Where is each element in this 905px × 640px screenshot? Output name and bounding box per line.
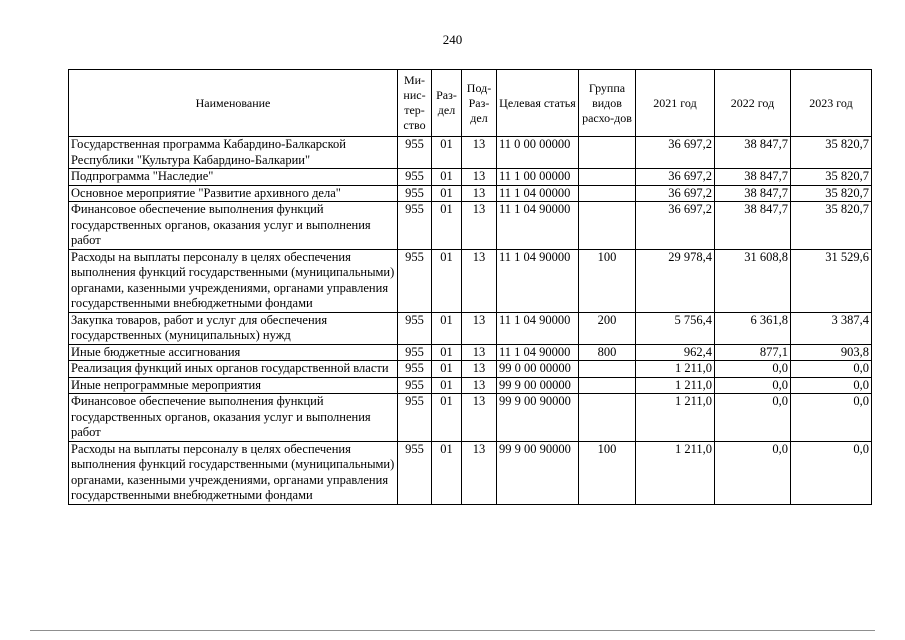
expense-group-cell: 800 bbox=[579, 344, 636, 361]
name-cell: Финансовое обеспечение выполнения функций государственных органов, оказания услуг и выполнения работ bbox=[69, 202, 398, 250]
expense-group-cell: 100 bbox=[579, 441, 636, 504]
amount-2021-cell: 29 978,4 bbox=[636, 249, 715, 312]
name-cell: Государственная программа Кабардино-Балкарской Республики "Культура Кабардино-Балкарии" bbox=[69, 137, 398, 169]
amount-2022-cell: 877,1 bbox=[715, 344, 791, 361]
amount-2022-cell: 6 361,8 bbox=[715, 312, 791, 344]
amount-2021-cell: 962,4 bbox=[636, 344, 715, 361]
amount-2021-cell: 36 697,2 bbox=[636, 137, 715, 169]
target-article-cell: 11 1 00 00000 bbox=[497, 169, 579, 186]
ministry-cell: 955 bbox=[398, 394, 432, 442]
section-cell: 01 bbox=[432, 394, 462, 442]
target-article-cell: 11 1 04 90000 bbox=[497, 344, 579, 361]
amount-2021-cell: 36 697,2 bbox=[636, 202, 715, 250]
subsection-cell: 13 bbox=[462, 361, 497, 378]
amount-2023-cell: 3 387,4 bbox=[791, 312, 872, 344]
ministry-cell: 955 bbox=[398, 169, 432, 186]
amount-2022-cell: 38 847,7 bbox=[715, 137, 791, 169]
amount-2023-cell: 35 820,7 bbox=[791, 169, 872, 186]
target-article-cell: 99 0 00 00000 bbox=[497, 361, 579, 378]
amount-2023-cell: 0,0 bbox=[791, 361, 872, 378]
name-cell: Финансовое обеспечение выполнения функций государственных органов, оказания услуг и выполнения работ bbox=[69, 394, 398, 442]
budget-table bbox=[68, 69, 872, 505]
target-article-cell: 99 9 00 90000 bbox=[497, 441, 579, 504]
name-cell: Основное мероприятие "Развитие архивного дела" bbox=[69, 185, 398, 202]
subsection-cell: 13 bbox=[462, 377, 497, 394]
section-cell: 01 bbox=[432, 361, 462, 378]
name-cell: Расходы на выплаты персоналу в целях обеспечения выполнения функций государственными (муниципальными) органами, казенными учреждениями, органами управления государственными внебюджетными фондами bbox=[69, 441, 398, 504]
ministry-cell: 955 bbox=[398, 361, 432, 378]
subsection-cell: 13 bbox=[462, 137, 497, 169]
target-article-cell: 11 1 04 90000 bbox=[497, 249, 579, 312]
target-article-cell: 11 1 04 90000 bbox=[497, 202, 579, 250]
ministry-cell: 955 bbox=[398, 185, 432, 202]
section-cell: 01 bbox=[432, 202, 462, 250]
table-row bbox=[69, 249, 872, 312]
expense-group-cell bbox=[579, 137, 636, 169]
table-row bbox=[69, 394, 872, 442]
ministry-cell: 955 bbox=[398, 312, 432, 344]
header-name: Наименование bbox=[69, 70, 398, 137]
amount-2021-cell: 1 211,0 bbox=[636, 361, 715, 378]
table-row bbox=[69, 202, 872, 250]
amount-2023-cell: 0,0 bbox=[791, 441, 872, 504]
table-row bbox=[69, 441, 872, 504]
subsection-cell: 13 bbox=[462, 394, 497, 442]
ministry-cell: 955 bbox=[398, 137, 432, 169]
table-row bbox=[69, 185, 872, 202]
amount-2021-cell: 1 211,0 bbox=[636, 441, 715, 504]
subsection-cell: 13 bbox=[462, 344, 497, 361]
amount-2023-cell: 35 820,7 bbox=[791, 202, 872, 250]
amount-2021-cell: 1 211,0 bbox=[636, 377, 715, 394]
subsection-cell: 13 bbox=[462, 312, 497, 344]
expense-group-cell bbox=[579, 361, 636, 378]
amount-2023-cell: 31 529,6 bbox=[791, 249, 872, 312]
amount-2021-cell: 36 697,2 bbox=[636, 185, 715, 202]
section-cell: 01 bbox=[432, 377, 462, 394]
header-subsection: Под-Раз-дел bbox=[462, 70, 497, 137]
amount-2023-cell: 0,0 bbox=[791, 377, 872, 394]
header-year-2023: 2023 год bbox=[791, 70, 872, 137]
ministry-cell: 955 bbox=[398, 202, 432, 250]
amount-2023-cell: 0,0 bbox=[791, 394, 872, 442]
target-article-cell: 99 9 00 90000 bbox=[497, 394, 579, 442]
table-row bbox=[69, 169, 872, 186]
table-row bbox=[69, 377, 872, 394]
header-expense-group: Группа видов расхо-дов bbox=[579, 70, 636, 137]
expense-group-cell bbox=[579, 377, 636, 394]
section-cell: 01 bbox=[432, 137, 462, 169]
table-row bbox=[69, 137, 872, 169]
header-row bbox=[69, 70, 872, 137]
page-number: 240 bbox=[442, 32, 463, 47]
table-row bbox=[69, 361, 872, 378]
expense-group-cell: 100 bbox=[579, 249, 636, 312]
amount-2021-cell: 36 697,2 bbox=[636, 169, 715, 186]
header-ministry: Ми-нис-тер-ство bbox=[398, 70, 432, 137]
subsection-cell: 13 bbox=[462, 202, 497, 250]
name-cell: Иные бюджетные ассигнования bbox=[69, 344, 398, 361]
amount-2022-cell: 38 847,7 bbox=[715, 185, 791, 202]
target-article-cell: 11 0 00 00000 bbox=[497, 137, 579, 169]
table-row bbox=[69, 344, 872, 361]
name-cell: Реализация функций иных органов государственной власти bbox=[69, 361, 398, 378]
subsection-cell: 13 bbox=[462, 185, 497, 202]
ministry-cell: 955 bbox=[398, 377, 432, 394]
amount-2022-cell: 38 847,7 bbox=[715, 169, 791, 186]
subsection-cell: 13 bbox=[462, 169, 497, 186]
table-row bbox=[69, 312, 872, 344]
amount-2022-cell: 0,0 bbox=[715, 361, 791, 378]
amount-2022-cell: 0,0 bbox=[715, 377, 791, 394]
amount-2023-cell: 35 820,7 bbox=[791, 137, 872, 169]
subsection-cell: 13 bbox=[462, 249, 497, 312]
expense-group-cell bbox=[579, 202, 636, 250]
expense-group-cell bbox=[579, 185, 636, 202]
section-cell: 01 bbox=[432, 169, 462, 186]
target-article-cell: 11 1 04 90000 bbox=[497, 312, 579, 344]
ministry-cell: 955 bbox=[398, 344, 432, 361]
expense-group-cell: 200 bbox=[579, 312, 636, 344]
target-article-cell: 11 1 04 00000 bbox=[497, 185, 579, 202]
amount-2021-cell: 1 211,0 bbox=[636, 394, 715, 442]
ministry-cell: 955 bbox=[398, 441, 432, 504]
amount-2022-cell: 38 847,7 bbox=[715, 202, 791, 250]
expense-group-cell bbox=[579, 394, 636, 442]
section-cell: 01 bbox=[432, 344, 462, 361]
expense-group-cell bbox=[579, 169, 636, 186]
target-article-cell: 99 9 00 00000 bbox=[497, 377, 579, 394]
subsection-cell: 13 bbox=[462, 441, 497, 504]
amount-2023-cell: 35 820,7 bbox=[791, 185, 872, 202]
section-cell: 01 bbox=[432, 185, 462, 202]
amount-2022-cell: 31 608,8 bbox=[715, 249, 791, 312]
header-year-2021: 2021 год bbox=[636, 70, 715, 137]
header-section: Раз-дел bbox=[432, 70, 462, 137]
amount-2022-cell: 0,0 bbox=[715, 441, 791, 504]
amount-2021-cell: 5 756,4 bbox=[636, 312, 715, 344]
amount-2022-cell: 0,0 bbox=[715, 394, 791, 442]
name-cell: Подпрограмма "Наследие" bbox=[69, 169, 398, 186]
section-cell: 01 bbox=[432, 312, 462, 344]
section-cell: 01 bbox=[432, 249, 462, 312]
amount-2023-cell: 903,8 bbox=[791, 344, 872, 361]
header-target-article: Целевая статья bbox=[497, 70, 579, 137]
ministry-cell: 955 bbox=[398, 249, 432, 312]
name-cell: Закупка товаров, работ и услуг для обеспечения государственных (муниципальных) нужд bbox=[69, 312, 398, 344]
name-cell: Расходы на выплаты персоналу в целях обеспечения выполнения функций государственными (муниципальными) органами, казенными учреждениями, органами управления государственными внебюджетными фондами bbox=[69, 249, 398, 312]
section-cell: 01 bbox=[432, 441, 462, 504]
header-year-2022: 2022 год bbox=[715, 70, 791, 137]
name-cell: Иные непрограммные мероприятия bbox=[69, 377, 398, 394]
bottom-rule bbox=[30, 630, 875, 631]
